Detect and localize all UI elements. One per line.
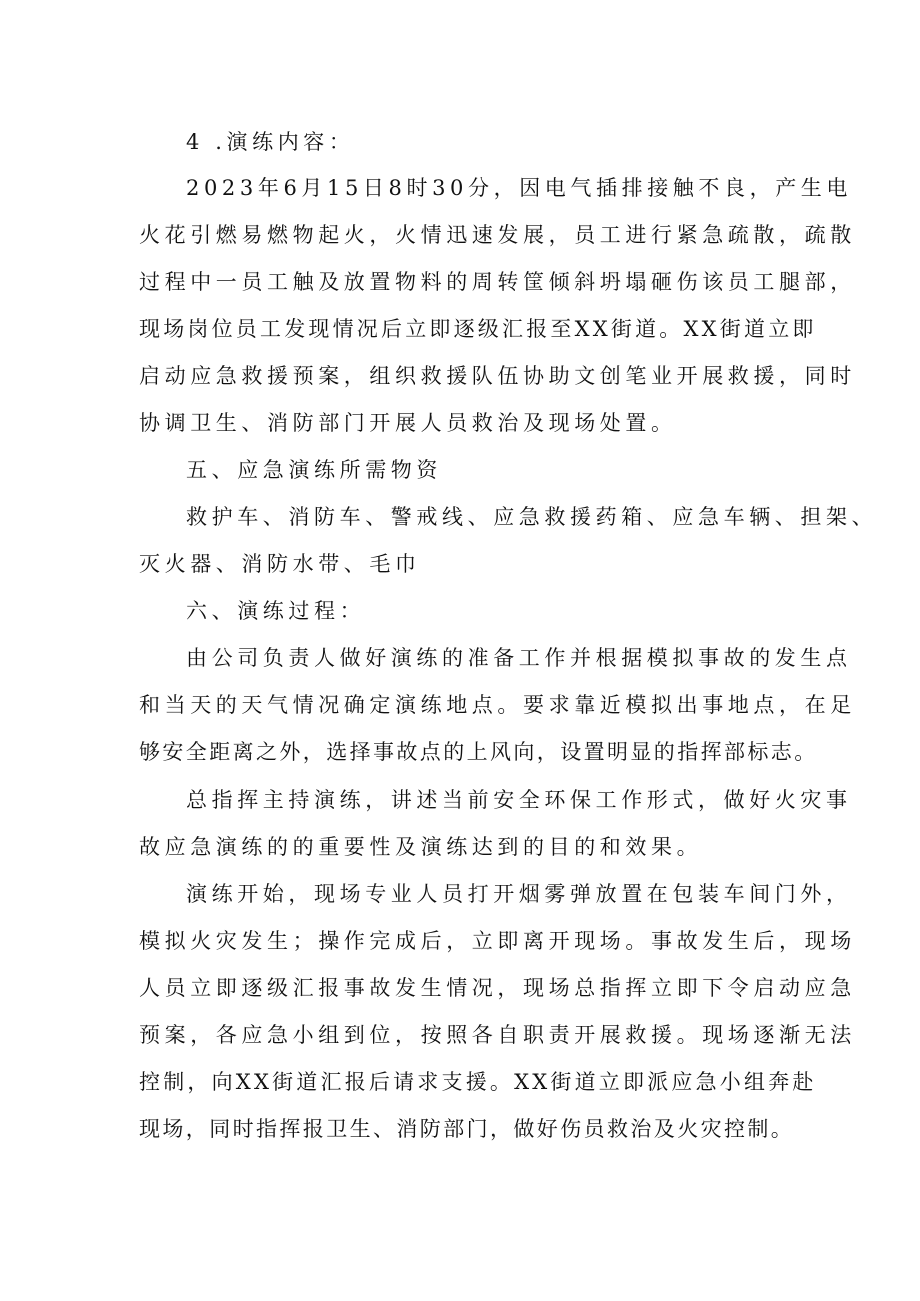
paragraph-line: 协调卫生、消防部门开展人员救治及现场处置。 bbox=[139, 411, 677, 435]
paragraph-line: 启动应急救援预案，组织救援队伍协助文创笔业开展救援，同时 bbox=[139, 364, 856, 388]
paragraph-line: 救护车、消防车、警戒线、应急救援药箱、应急车辆、担架、 bbox=[186, 505, 878, 529]
paragraph-line: 演练开始，现场专业人员打开烟雾弹放置在包装车间门外， bbox=[186, 882, 852, 906]
paragraph-line: 现场岗位员工发现情况后立即逐级汇报至XX街道。XX街道立即 bbox=[139, 317, 817, 341]
paragraph-line: 预案，各应急小组到位，按照各自职责开展救援。现场逐渐无法 bbox=[139, 1023, 856, 1047]
paragraph-line: 人员立即逐级汇报事故发生情况，现场总指挥立即下令启动应急 bbox=[139, 976, 856, 1000]
paragraph-line: 2023年6月15日8时30分，因电气插排接触不良，产生电 bbox=[186, 176, 853, 200]
paragraph-line: 现场，同时指挥报卫生、消防部门，做好伤员救治及火灾控制。 bbox=[139, 1117, 795, 1141]
paragraph-line: 故应急演练的的重要性及演练达到的目的和效果。 bbox=[139, 835, 703, 859]
paragraph-line: 和当天的天气情况确定演练地点。要求靠近模拟出事地点，在足 bbox=[139, 693, 856, 717]
paragraph-line: 由公司负责人做好演练的准备工作并根据模拟事故的发生点 bbox=[186, 646, 852, 670]
paragraph-line: 模拟火灾发生；操作完成后，立即离开现场。事故发生后，现场 bbox=[139, 929, 856, 953]
paragraph-line: 过程中一员工触及放置物料的周转筐倾斜坍塌砸伤该员工腿部， bbox=[139, 270, 856, 294]
section-6-heading: 六、演练过程： bbox=[186, 599, 366, 623]
paragraph-line: 火花引燃易燃物起火，火情迅速发展，员工进行紧急疏散，疏散 bbox=[139, 223, 856, 247]
paragraph-line: 够安全距离之外，选择事故点的上风向，设置明显的指挥部标志。 bbox=[139, 740, 818, 764]
paragraph-line: 灭火器、消防水带、毛巾 bbox=[139, 552, 421, 576]
section-4-heading: 4 .演练内容： bbox=[186, 130, 355, 154]
paragraph-line: 总指挥主持演练，讲述当前安全环保工作形式，做好火灾事 bbox=[186, 788, 852, 812]
paragraph-line: 控制，向XX街道汇报后请求支援。XX街道立即派应急小组奔赴 bbox=[139, 1070, 817, 1094]
section-5-heading: 五、应急演练所需物资 bbox=[186, 458, 442, 482]
